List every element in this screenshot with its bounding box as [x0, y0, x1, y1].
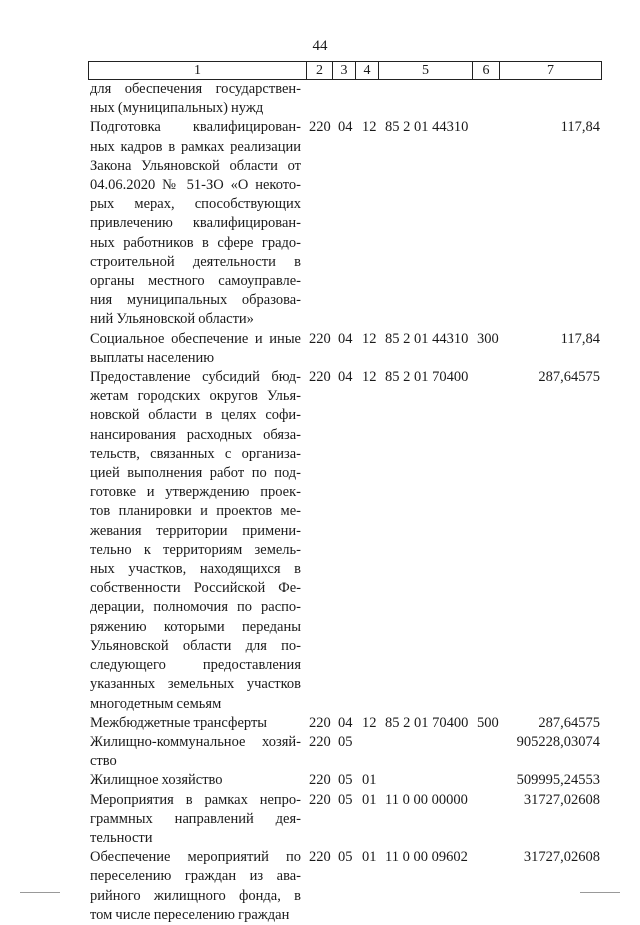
cell-c2: 220 — [309, 849, 331, 866]
description-line: ряжению которыми переданы — [90, 618, 301, 635]
cell-c2: 220 — [309, 733, 331, 750]
description-line: следующего предоставления — [90, 657, 301, 674]
description-line: строительной деятельности в — [90, 253, 301, 270]
header-col-1: 1 — [89, 62, 307, 79]
header-col-6: 6 — [473, 62, 500, 79]
cell-c7: 31727,02608 — [523, 791, 600, 808]
row-description — [90, 733, 301, 771]
description-line: Подготовка квалифицирован- — [90, 119, 301, 136]
scan-artifact — [580, 892, 620, 893]
cell-c7: 117,84 — [560, 119, 600, 136]
description-line: собственности Российской Фе- — [90, 580, 301, 597]
description-line: Ульяновской области для по- — [90, 637, 301, 654]
description-line: Обеспечение мероприятий по — [90, 849, 301, 866]
table-body — [0, 80, 640, 925]
header-col-4: 4 — [356, 62, 379, 79]
row-description — [90, 118, 301, 329]
cell-c3: 05 — [338, 849, 353, 866]
description-line: Межбюджетные трансферты — [90, 714, 268, 731]
description-line: том числе переселению граждан — [90, 906, 290, 923]
description-line: Предоставление субсидий бюд- — [90, 369, 301, 386]
table-header — [88, 61, 602, 80]
cell-c4: 12 — [362, 119, 377, 136]
description-line: жевания территории примени- — [90, 522, 301, 539]
description-line: нансирования расходных обяза- — [90, 426, 301, 443]
cell-c5: 11 0 00 00000 — [385, 791, 468, 808]
description-line: привлечению квалифицирован- — [90, 215, 301, 232]
description-line: Мероприятия в рамках непро- — [90, 791, 301, 808]
table-row — [0, 733, 640, 771]
header-col-2: 2 — [307, 62, 333, 79]
description-line: Закона Ульяновской области от — [90, 157, 301, 174]
description-line: Жилищное хозяйство — [90, 772, 223, 789]
row-description — [90, 714, 301, 733]
description-line: рийного жилищного фонда, в — [90, 887, 301, 904]
table-row — [0, 791, 640, 849]
description-line: жетам городских округов Улья- — [90, 388, 301, 405]
cell-c3: 04 — [338, 119, 353, 136]
description-line: многодетным семьям — [90, 695, 222, 712]
description-line: выплаты населению — [90, 349, 215, 366]
header-col-7: 7 — [547, 63, 554, 78]
table-row — [0, 368, 640, 714]
cell-c2: 220 — [309, 119, 331, 136]
row-description — [90, 848, 301, 925]
cell-c7: 287,64575 — [538, 369, 600, 386]
cell-c5: 85 2 01 44310 — [385, 330, 469, 347]
description-line: тов планировки и проектов ме- — [90, 503, 301, 520]
header-col-5: 5 — [379, 62, 473, 79]
cell-c3: 04 — [338, 330, 353, 347]
description-line: ных работников в сфере градо- — [90, 234, 301, 251]
cell-c3: 05 — [338, 772, 353, 789]
description-line: тельно к территориям земель- — [90, 541, 301, 558]
description-line: ния муниципальных образова- — [90, 292, 301, 309]
cell-c5: 85 2 01 70400 — [385, 369, 469, 386]
table-row — [0, 80, 640, 118]
description-line: готовке и утверждению проек- — [90, 484, 301, 501]
cell-c6: 300 — [477, 330, 499, 347]
cell-c2: 220 — [309, 714, 331, 731]
cell-c4: 01 — [362, 849, 377, 866]
cell-c2: 220 — [309, 772, 331, 789]
cell-c5: 85 2 01 44310 — [385, 119, 469, 136]
description-line: тельности — [90, 829, 153, 846]
row-description — [90, 771, 301, 790]
row-description — [90, 368, 301, 714]
cell-c7: 287,64575 — [538, 714, 600, 731]
description-line: 04.06.2020 № 51-ЗО «О некото- — [90, 177, 301, 194]
description-line: граммных направлений дея- — [90, 810, 301, 827]
cell-c7: 31727,02608 — [523, 849, 600, 866]
row-description — [90, 330, 301, 368]
table-row — [0, 848, 640, 925]
description-line: Социальное обеспечение и иные — [90, 330, 301, 347]
cell-c3: 04 — [338, 714, 353, 731]
description-line: ных (муниципальных) нужд — [90, 100, 264, 117]
cell-c4: 01 — [362, 772, 377, 789]
table-row — [0, 118, 640, 329]
cell-c5: 11 0 00 09602 — [385, 849, 468, 866]
cell-c2: 220 — [309, 791, 331, 808]
description-line: Жилищно-коммунальное хозяй- — [90, 733, 301, 750]
cell-c7: 905228,03074 — [516, 733, 600, 750]
description-line: ных участков, находящихся в — [90, 561, 301, 578]
description-line: цией выполнения работ по под- — [90, 465, 301, 482]
description-line: рых мерах, способствующих — [90, 196, 301, 213]
cell-c4: 12 — [362, 330, 377, 347]
description-line: переселению граждан из ава- — [90, 868, 301, 885]
description-line: для обеспечения государствен- — [90, 81, 301, 97]
cell-c4: 12 — [362, 714, 377, 731]
description-line: новской области в целях софи- — [90, 407, 301, 424]
cell-c4: 12 — [362, 369, 377, 386]
table-row — [0, 714, 640, 733]
cell-c7: 117,84 — [560, 330, 600, 347]
table-row — [0, 330, 640, 368]
cell-c6: 500 — [477, 714, 499, 731]
cell-c3: 05 — [338, 791, 353, 808]
row-description — [90, 791, 301, 849]
description-line: ных кадров в рамках реализации — [90, 138, 301, 155]
description-line: дерации, полномочия по распо- — [90, 599, 301, 616]
table-row — [0, 771, 640, 790]
cell-c7: 509995,24553 — [516, 772, 600, 789]
cell-c4: 01 — [362, 791, 377, 808]
page-number: 44 — [312, 38, 328, 54]
cell-c2: 220 — [309, 369, 331, 386]
description-line: органы местного самоуправле- — [90, 273, 301, 290]
cell-c2: 220 — [309, 330, 331, 347]
row-description — [90, 80, 301, 118]
description-line: тельств, связанных с организа- — [90, 445, 301, 462]
scan-artifact — [20, 892, 60, 893]
description-line: указанных земельных участков — [90, 676, 301, 693]
cell-c3: 05 — [338, 733, 353, 750]
header-col-3: 3 — [333, 62, 356, 79]
description-line: ство — [90, 753, 117, 770]
cell-c3: 04 — [338, 369, 353, 386]
cell-c5: 85 2 01 70400 — [385, 714, 469, 731]
description-line: ний Ульяновской области» — [90, 311, 254, 328]
